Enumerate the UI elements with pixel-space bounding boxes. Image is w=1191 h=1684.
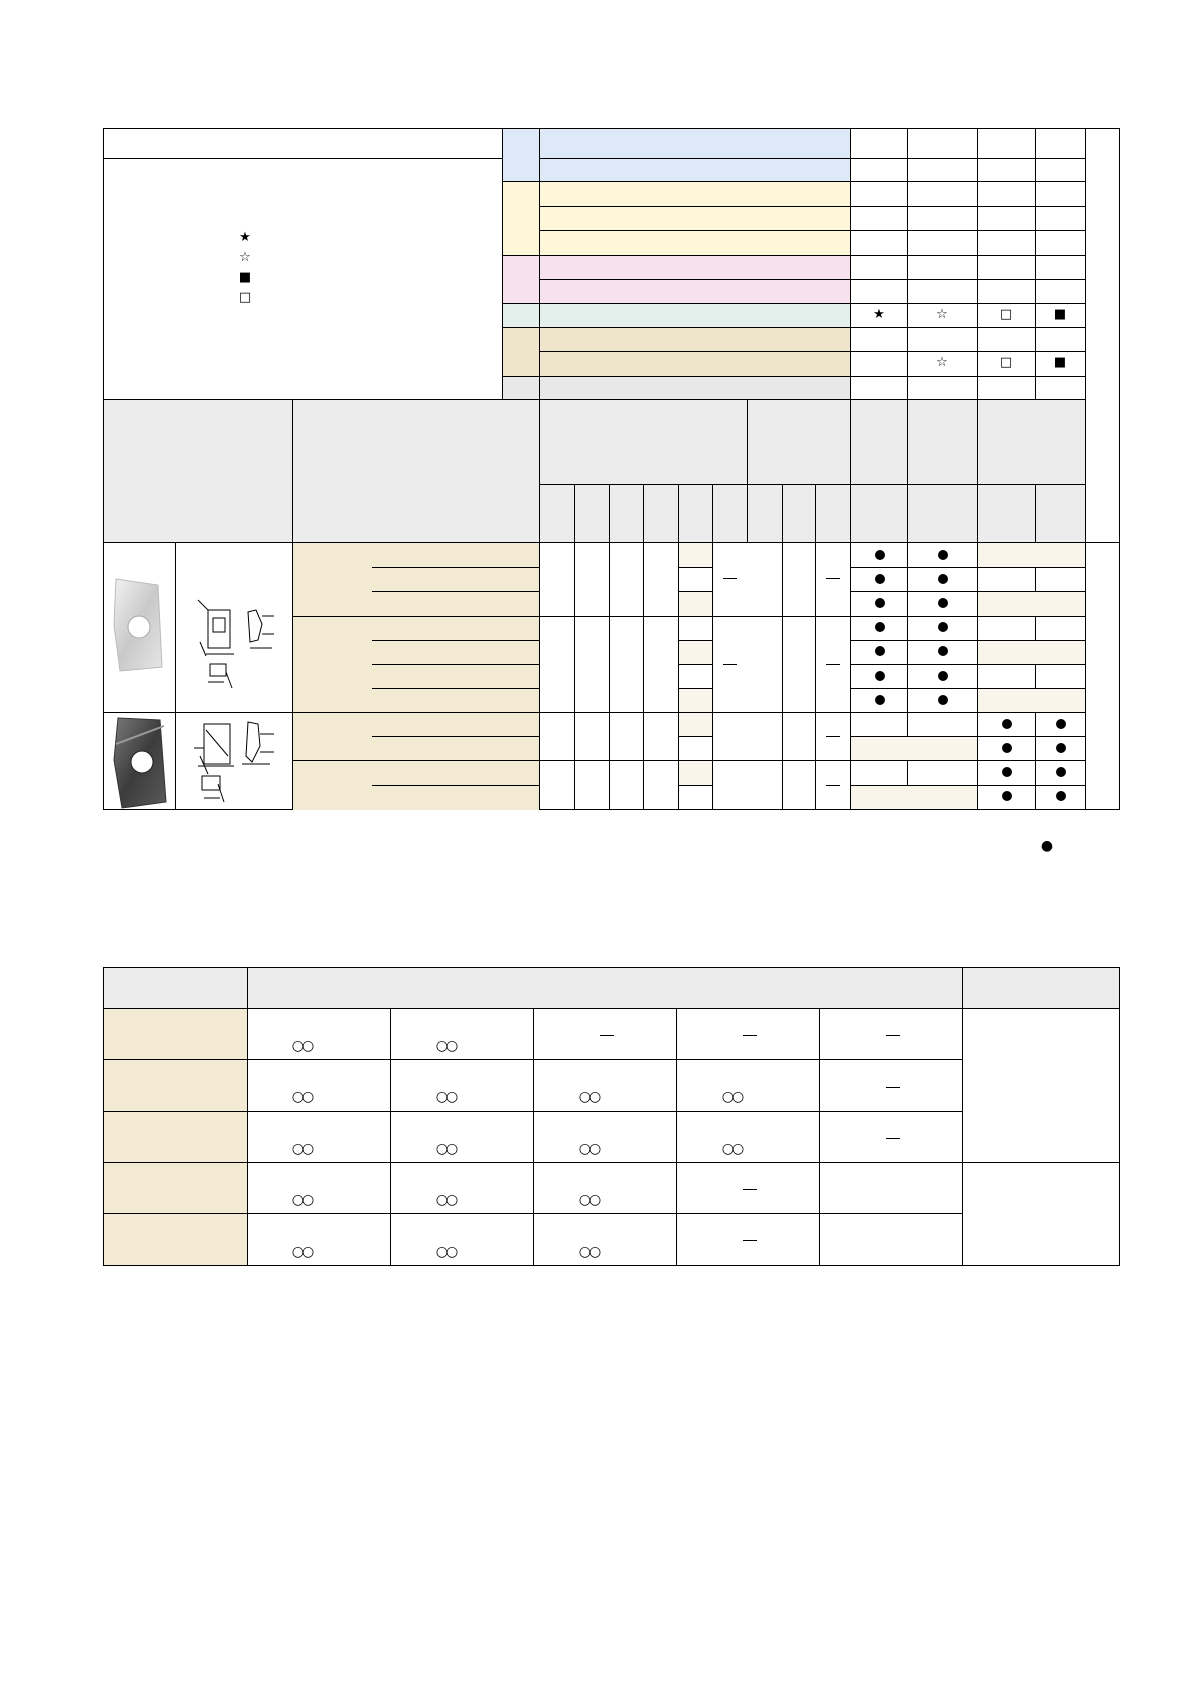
insert-drawing-b xyxy=(190,716,288,808)
cell-mark: ○○ xyxy=(435,1089,457,1105)
dash-mark xyxy=(826,785,840,786)
group-b-codes xyxy=(293,713,539,810)
grade-mark: ★ xyxy=(873,307,885,322)
dash-mark xyxy=(723,578,737,579)
stock-dot xyxy=(938,550,948,560)
cell-mark: ○○ xyxy=(435,1141,457,1157)
footnote-dot-icon: ● xyxy=(1040,838,1054,854)
legend-square-outline-icon: □ xyxy=(238,290,252,305)
dash-mark xyxy=(886,1087,900,1088)
stock-dot xyxy=(938,574,948,584)
cell-mark: ○○ xyxy=(435,1038,457,1054)
stock-dot xyxy=(875,622,885,632)
legend-star-filled-icon: ★ xyxy=(239,230,251,245)
dash-mark xyxy=(826,664,840,665)
insert-photo-a xyxy=(110,575,170,675)
group-a-codes xyxy=(293,543,539,712)
grade-mark: □ xyxy=(999,355,1013,370)
cell-mark: ○○ xyxy=(291,1038,313,1054)
dash-mark xyxy=(743,1240,757,1241)
stock-dot xyxy=(875,598,885,608)
stock-dot xyxy=(938,671,948,681)
grade-mark: ■ xyxy=(1053,307,1067,322)
dash-mark xyxy=(743,1035,757,1036)
dash-mark xyxy=(743,1189,757,1190)
stock-dot xyxy=(1002,767,1012,777)
cell-mark: ○○ xyxy=(721,1141,743,1157)
table2-frame xyxy=(103,967,1120,1266)
dash-mark xyxy=(826,736,840,737)
legend-star-outline-icon: ☆ xyxy=(239,250,251,265)
cell-mark: ○○ xyxy=(578,1089,600,1105)
grade-mark: ☆ xyxy=(936,355,948,370)
stock-dot xyxy=(875,574,885,584)
stock-dot xyxy=(938,646,948,656)
cell-mark: ○○ xyxy=(435,1244,457,1260)
stock-dot xyxy=(938,598,948,608)
grade-mark: ■ xyxy=(1053,355,1067,370)
stock-dot xyxy=(938,622,948,632)
stock-dot xyxy=(1056,719,1066,729)
stock-dot xyxy=(875,695,885,705)
dash-mark xyxy=(886,1035,900,1036)
cell-mark: ○○ xyxy=(291,1089,313,1105)
cell-mark: ○○ xyxy=(291,1192,313,1208)
legend-square-filled-icon: ■ xyxy=(238,270,252,285)
column-header-band xyxy=(104,400,1085,542)
stock-dot xyxy=(1002,791,1012,801)
grade-mark: ☆ xyxy=(936,307,948,322)
stock-dot xyxy=(1056,743,1066,753)
stock-dot xyxy=(875,671,885,681)
stock-dot xyxy=(1002,719,1012,729)
stock-dot xyxy=(1056,791,1066,801)
stock-dot xyxy=(875,646,885,656)
cell-mark: ○○ xyxy=(291,1244,313,1260)
insert-photo-b xyxy=(110,714,172,810)
cell-mark: ○○ xyxy=(578,1141,600,1157)
stock-dot xyxy=(938,695,948,705)
cell-mark: ○○ xyxy=(578,1244,600,1260)
cell-mark: ○○ xyxy=(291,1141,313,1157)
cell-mark: ○○ xyxy=(435,1192,457,1208)
dash-mark xyxy=(600,1035,614,1036)
stock-dot xyxy=(1002,743,1012,753)
stock-dot xyxy=(1056,767,1066,777)
dash-mark xyxy=(826,578,840,579)
stock-dot xyxy=(875,550,885,560)
dash-mark xyxy=(886,1138,900,1139)
cell-mark: ○○ xyxy=(721,1089,743,1105)
dash-mark xyxy=(723,664,737,665)
insert-drawing-a xyxy=(190,592,288,692)
cell-mark: ○○ xyxy=(578,1192,600,1208)
grade-mark: □ xyxy=(999,307,1013,322)
